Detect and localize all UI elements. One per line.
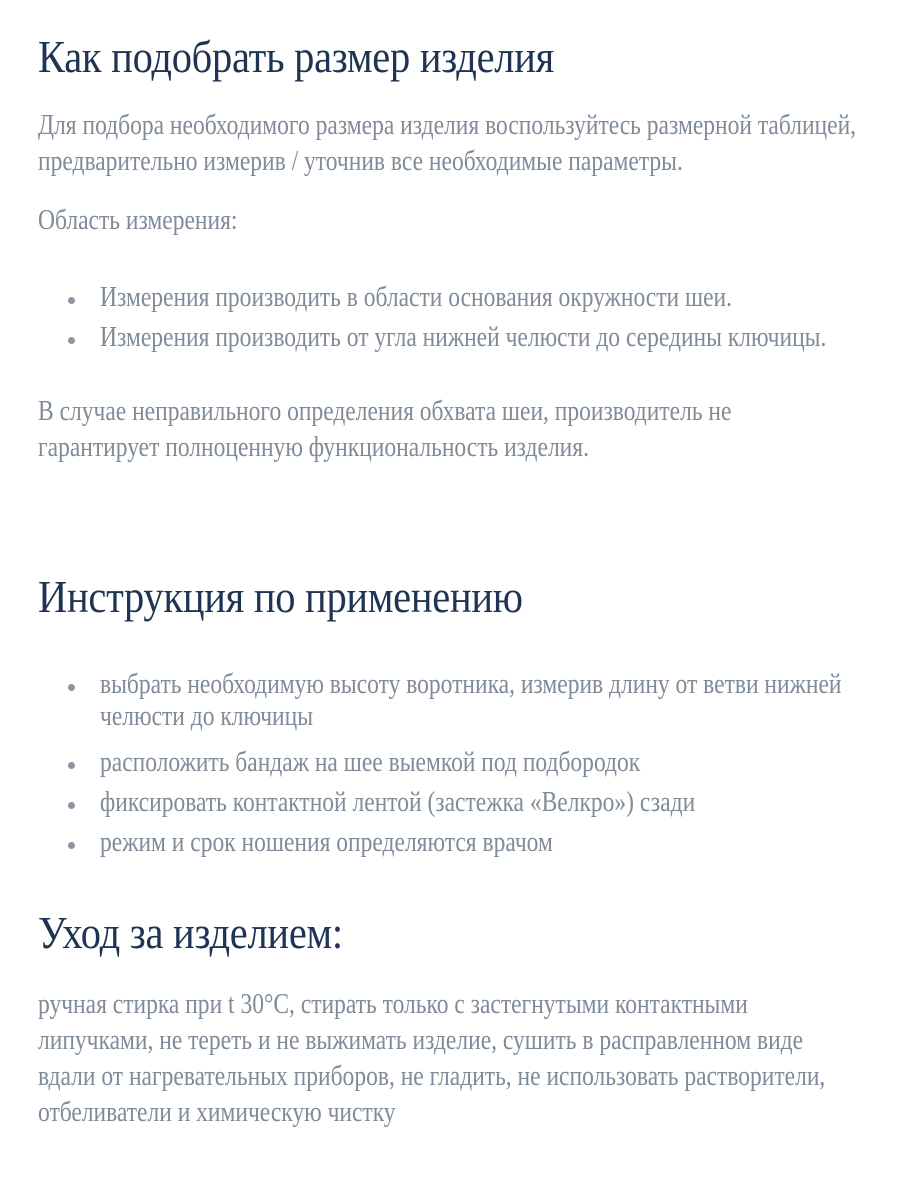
size-selection-intro: Для подбора необходимого размера изделия воспользуйтесь размерной таблицей, предварительно измерив / уточнив все необходимые параметры.	[38, 110, 857, 177]
care-title: Уход за изделием:	[38, 907, 343, 958]
bullet-icon	[68, 337, 75, 344]
measurement-area-label: Область измерения:	[38, 205, 238, 236]
list-item-text: режим и срок ношения определяются врачом	[100, 827, 553, 858]
usage-instructions-title: Инструкция по применению	[38, 571, 523, 622]
size-selection-title: Как подобрать размер изделия	[38, 31, 554, 82]
bullet-icon	[68, 297, 75, 304]
bullet-icon	[68, 842, 75, 849]
list-item-text: выбрать необходимую высоту воротника, измерив длину от ветви нижней челюсти до ключицы	[100, 669, 842, 732]
list-item-text: фиксировать контактной лентой (застежка «Велкро») сзади	[100, 787, 696, 818]
bullet-icon	[68, 762, 75, 769]
bullet-icon	[68, 802, 75, 809]
care-text: ручная стирка при t 30°С, стирать только с застегнутыми контактными липучками, не тереть и не выжимать изделие, сушить в расправленном виде вдали от нагревательных приборов, не гладить, не использовать растворители, отбеливатели и химическую чистку	[38, 989, 826, 1128]
measurement-warning: В случае неправильного определения обхвата шеи, производитель не гарантирует полноценную функциональность изделия.	[38, 396, 732, 463]
list-item-text: Измерения производить в области основания окружности шеи.	[100, 282, 732, 313]
list-item-text: расположить бандаж на шее выемкой под подбородок	[100, 747, 641, 778]
list-item-text: Измерения производить от угла нижней челюсти до середины ключицы.	[100, 322, 827, 353]
bullet-icon	[68, 684, 75, 691]
